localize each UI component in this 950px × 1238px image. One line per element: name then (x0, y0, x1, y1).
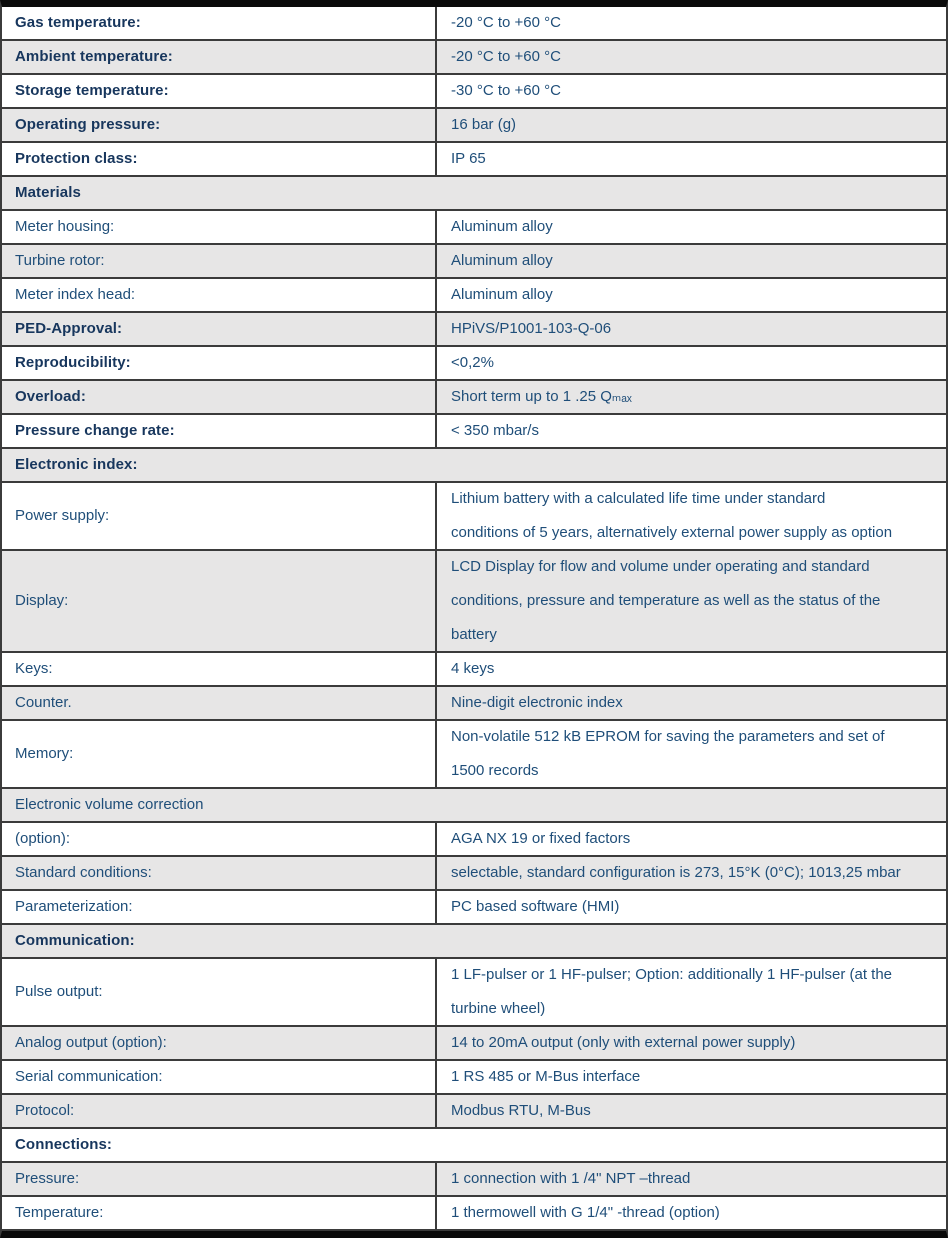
spec-value-cell (437, 653, 946, 685)
table-row (2, 1163, 946, 1197)
spec-label-cell (2, 857, 437, 889)
spec-value-line: Aluminum alloy (451, 218, 553, 235)
table-row (2, 75, 946, 109)
spec-label-cell (2, 687, 437, 719)
spec-value-line: conditions, pressure and temperature as well as the status of the (451, 592, 881, 609)
spec-label-cell (2, 109, 437, 141)
spec-value-line: Aluminum alloy (451, 252, 553, 269)
table-row (2, 653, 946, 687)
spec-label: Storage temperature: (15, 82, 169, 99)
section-label-cell (2, 789, 946, 821)
section-row (2, 177, 946, 211)
spec-label: Memory: (15, 745, 74, 762)
spec-value-line: 16 bar (g) (451, 116, 517, 133)
spec-value-cell (437, 313, 946, 345)
spec-label-cell (2, 41, 437, 73)
spec-label: PED-Approval: (15, 320, 123, 337)
spec-value-cell (437, 721, 946, 787)
table-row (2, 1197, 946, 1231)
spec-label-cell (2, 143, 437, 175)
spec-label-cell (2, 1095, 437, 1127)
spec-value-cell (437, 1027, 946, 1059)
spec-label: Analog output (option): (15, 1034, 167, 1051)
spec-label: Power supply: (15, 507, 110, 524)
spec-value-cell (437, 823, 946, 855)
spec-value-line: 14 to 20mA output (only with external power supply) (451, 1034, 796, 1051)
spec-label-cell (2, 823, 437, 855)
spec-label: Gas temperature: (15, 14, 141, 31)
section-label: Electronic volume correction (15, 796, 204, 813)
spec-value-cell (437, 75, 946, 107)
spec-value-line: 4 keys (451, 660, 495, 677)
spec-value-cell (437, 959, 946, 1025)
spec-value-cell (437, 415, 946, 447)
spec-label-cell (2, 1027, 437, 1059)
spec-label: Keys: (15, 660, 53, 677)
table-row (2, 211, 946, 245)
table-row (2, 721, 946, 789)
spec-value-line: Nine-digit electronic index (451, 694, 623, 711)
section-label-cell (2, 925, 946, 957)
spec-value-line: -30 °C to +60 °C (451, 82, 561, 99)
spec-value-cell (437, 483, 946, 549)
spec-label: Turbine rotor: (15, 252, 105, 269)
spec-label: Pressure change rate: (15, 422, 175, 439)
spec-label-cell (2, 1061, 437, 1093)
section-label-cell (2, 449, 946, 481)
spec-value-line: 1 LF-pulser or 1 HF-pulser; Option: additionally 1 HF-pulser (at the (451, 966, 893, 983)
spec-label-cell (2, 653, 437, 685)
spec-label-cell (2, 891, 437, 923)
table-row (2, 143, 946, 177)
spec-label: Temperature: (15, 1204, 104, 1221)
spec-value-line: conditions of 5 years, alternatively external power supply as option (451, 524, 893, 541)
spec-label-cell (2, 415, 437, 447)
table-row (2, 687, 946, 721)
spec-label: Parameterization: (15, 898, 133, 915)
table-row (2, 245, 946, 279)
section-label: Materials (15, 184, 81, 201)
table-row (2, 347, 946, 381)
spec-value-line: -20 °C to +60 °C (451, 14, 561, 31)
spec-value-line: 1500 records (451, 762, 539, 779)
section-row (2, 449, 946, 483)
section-label: Communication: (15, 932, 135, 949)
spec-label-cell (2, 245, 437, 277)
spec-label-cell (2, 1163, 437, 1195)
spec-value-cell (437, 891, 946, 923)
spec-value-cell (437, 245, 946, 277)
spec-value-cell (437, 1197, 946, 1229)
table-row (2, 1061, 946, 1095)
table-row (2, 891, 946, 925)
spec-label: Serial communication: (15, 1068, 163, 1085)
spec-label-cell (2, 7, 437, 39)
spec-value-line: PC based software (HMI) (451, 898, 620, 915)
spec-label-cell (2, 347, 437, 379)
spec-label-cell (2, 279, 437, 311)
spec-label-cell (2, 313, 437, 345)
spec-label: Ambient temperature: (15, 48, 173, 65)
section-label-cell (2, 1129, 946, 1161)
spec-value-cell (437, 279, 946, 311)
spec-value-cell (437, 143, 946, 175)
section-row (2, 789, 946, 823)
spec-label-cell (2, 483, 437, 549)
table-row (2, 551, 946, 653)
table-row (2, 1095, 946, 1129)
spec-value-cell (437, 1163, 946, 1195)
spec-value-cell (437, 551, 946, 651)
section-label-cell (2, 177, 946, 209)
spec-value-line: LCD Display for flow and volume under operating and standard (451, 558, 870, 575)
spec-value-line: <0,2% (451, 354, 494, 371)
spec-label-cell (2, 721, 437, 787)
spec-value-line: Non-volatile 512 kB EPROM for saving the parameters and set of (451, 728, 885, 745)
spec-label: Meter housing: (15, 218, 115, 235)
spec-value-line: HPiVS/P1001-103-Q-06 (451, 320, 612, 337)
spec-value-line: selectable, standard configuration is 273, 15°K (0°C); 1013,25 mbar (451, 864, 901, 881)
table-row (2, 1027, 946, 1061)
section-label: Electronic index: (15, 456, 138, 473)
spec-value-cell (437, 857, 946, 889)
section-label: Connections: (15, 1136, 113, 1153)
spec-label: Standard conditions: (15, 864, 152, 881)
table-row (2, 483, 946, 551)
spec-label: Pressure: (15, 1170, 80, 1187)
spec-value-cell (437, 1095, 946, 1127)
spec-value-line: Lithium battery with a calculated life time under standard (451, 490, 826, 507)
spec-value-line: Modbus RTU, M-Bus (451, 1102, 591, 1119)
spec-value-cell (437, 347, 946, 379)
spec-label-cell (2, 1197, 437, 1229)
spec-value-line: turbine wheel) (451, 1000, 546, 1017)
spec-label-cell (2, 211, 437, 243)
spec-value-line: Short term up to 1 .25 Qₘₐₓ (451, 388, 632, 405)
spec-value-cell (437, 41, 946, 73)
spec-value-line: IP 65 (451, 150, 486, 167)
spec-label-cell (2, 551, 437, 651)
spec-value-cell (437, 687, 946, 719)
spec-value-line: battery (451, 626, 497, 643)
spec-value-line: -20 °C to +60 °C (451, 48, 561, 65)
spec-value-line: AGA NX 19 or fixed factors (451, 830, 631, 847)
spec-label-cell (2, 75, 437, 107)
spec-value-line: 1 thermowell with G 1/4" -thread (option) (451, 1204, 720, 1221)
spec-value-cell (437, 1061, 946, 1093)
table-row (2, 7, 946, 41)
spec-value-cell (437, 381, 946, 413)
spec-label-cell (2, 381, 437, 413)
spec-label: Meter index head: (15, 286, 136, 303)
spec-value-line: < 350 mbar/s (451, 422, 539, 439)
spec-label: Operating pressure: (15, 116, 161, 133)
spec-label: Pulse output: (15, 983, 103, 1000)
spec-value-line: 1 RS 485 or M-Bus interface (451, 1068, 641, 1085)
spec-label: Reproducibility: (15, 354, 131, 371)
spec-value-line: 1 connection with 1 /4" NPT –thread (451, 1170, 691, 1187)
spec-label-cell (2, 959, 437, 1025)
spec-value-cell (437, 109, 946, 141)
spec-value-cell (437, 7, 946, 39)
spec-label: Protection class: (15, 150, 138, 167)
section-row (2, 925, 946, 959)
table-row (2, 279, 946, 313)
table-row (2, 109, 946, 143)
spec-value-cell (437, 211, 946, 243)
table-row (2, 381, 946, 415)
spec-value-line: Aluminum alloy (451, 286, 553, 303)
table-row (2, 313, 946, 347)
spec-label: Display: (15, 592, 69, 609)
spec-label: Protocol: (15, 1102, 75, 1119)
table-row (2, 823, 946, 857)
table-row (2, 41, 946, 75)
spec-label: (option): (15, 830, 71, 847)
table-row (2, 415, 946, 449)
spec-label: Overload: (15, 388, 86, 405)
table-row (2, 959, 946, 1027)
section-row (2, 1129, 946, 1163)
table-row (2, 857, 946, 891)
spec-label: Counter. (15, 694, 72, 711)
